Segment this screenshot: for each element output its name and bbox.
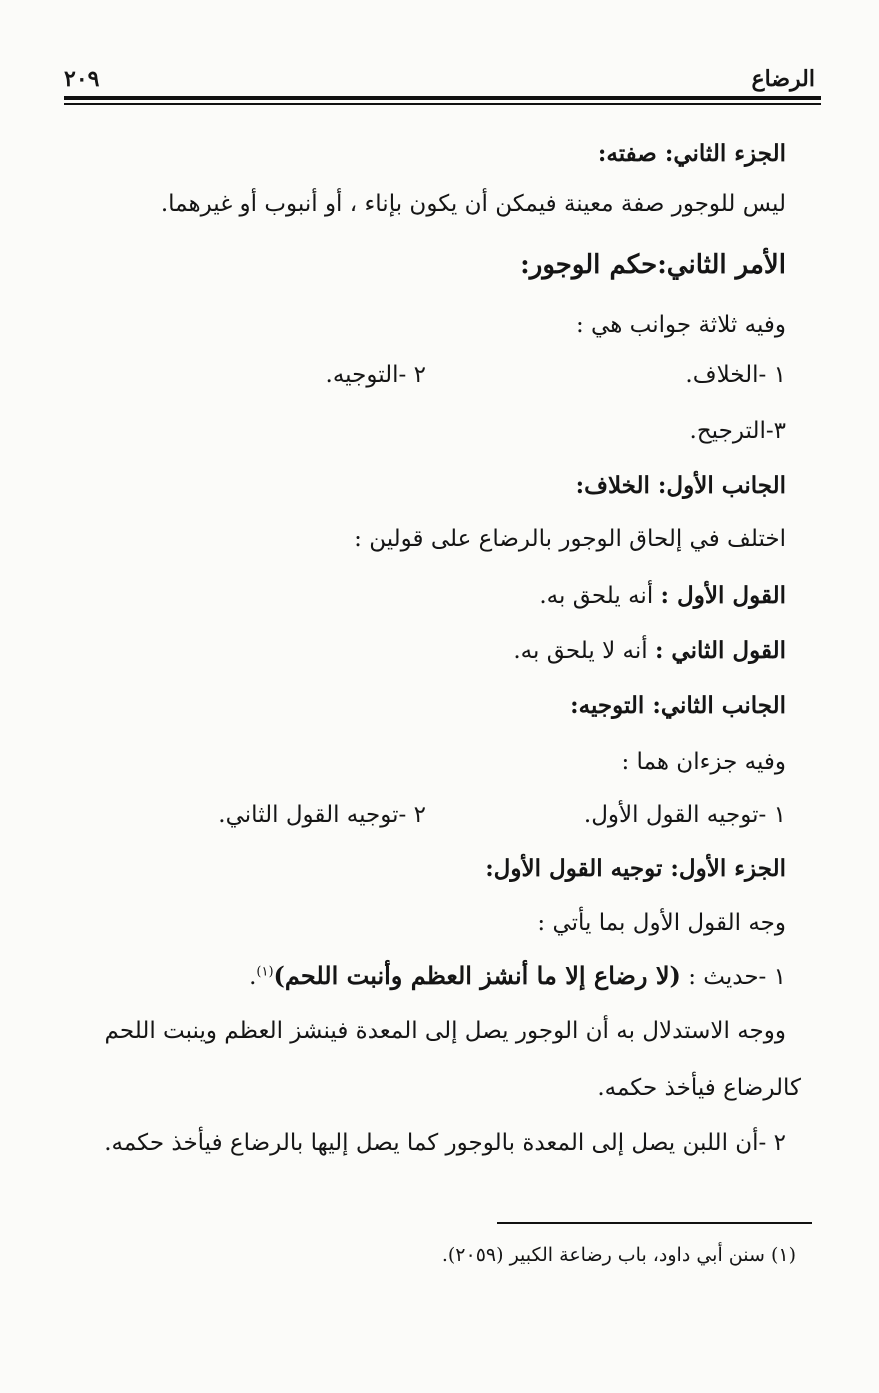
running-header-title: الرضاع (751, 66, 815, 92)
opinion-label: القول الثاني : (654, 637, 786, 664)
list-item: ٣-الترجيح. (689, 418, 786, 444)
section-heading: الجانب الأول: الخلاف: (575, 472, 786, 499)
opinion-line (513, 637, 786, 664)
section-heading: الجانب الثاني: التوجيه: (570, 692, 786, 719)
list-prefix: ١ -حديث : (680, 964, 786, 990)
paragraph-line: ليس للوجور صفة معينة فيمكن أن يكون بإناء ، أو أنبوب أو غيرهما. (160, 191, 786, 217)
footnote: (١) سنن أبي داود، باب رضاعة الكبير (٢٠٥٩). (441, 1244, 796, 1266)
footnote-marker: (١) (256, 964, 274, 980)
opinion-label: القول الأول : (660, 582, 786, 609)
chapter-heading: الأمر الثاني:حكم الوجور: (520, 250, 786, 280)
list-item: ٢ -التوجيه. (325, 362, 426, 388)
paragraph-line: ٢ -أن اللبن يصل إلى المعدة بالوجور كما يصل إليها بالرضاع فيأخذ حكمه. (104, 1130, 786, 1156)
section-heading: الجزء الأول: توجيه القول الأول: (485, 855, 786, 882)
opinion-text: أنه لا يلحق به. (513, 638, 655, 664)
opinion-line (539, 582, 786, 609)
paragraph-line: وفيه جزءان هما : (621, 749, 786, 775)
list-item: ٢ -توجيه القول الثاني. (218, 802, 426, 828)
paragraph-line: وجه القول الأول بما يأتي : (537, 910, 786, 936)
hadith-quote: (لا رضاع إلا ما أنشز العظم وأنبت اللحم) (273, 961, 681, 990)
page-number: ٢٠٩ (64, 66, 100, 92)
paragraph-line: اختلف في إلحاق الوجور بالرضاع على قولين : (354, 526, 786, 552)
list-item: ١ -الخلاف. (685, 362, 786, 388)
paragraph-line: وفيه ثلاثة جوانب هي : (576, 312, 786, 338)
paragraph-line: ووجه الاستدلال به أن الوجور يصل إلى المعدة فينشز العظم وينبت اللحم (104, 1018, 786, 1044)
paragraph-line: كالرضاع فيأخذ حكمه. (597, 1075, 801, 1101)
sentence-end: . (249, 964, 257, 990)
hadith-line (249, 961, 786, 990)
header-rule (64, 96, 821, 100)
header-rule-thin (64, 103, 821, 105)
list-item: ١ -توجيه القول الأول. (583, 802, 786, 828)
section-heading: الجزء الثاني: صفته: (597, 140, 786, 167)
footnote-separator (497, 1222, 812, 1224)
opinion-text: أنه يلحق به. (539, 583, 661, 609)
